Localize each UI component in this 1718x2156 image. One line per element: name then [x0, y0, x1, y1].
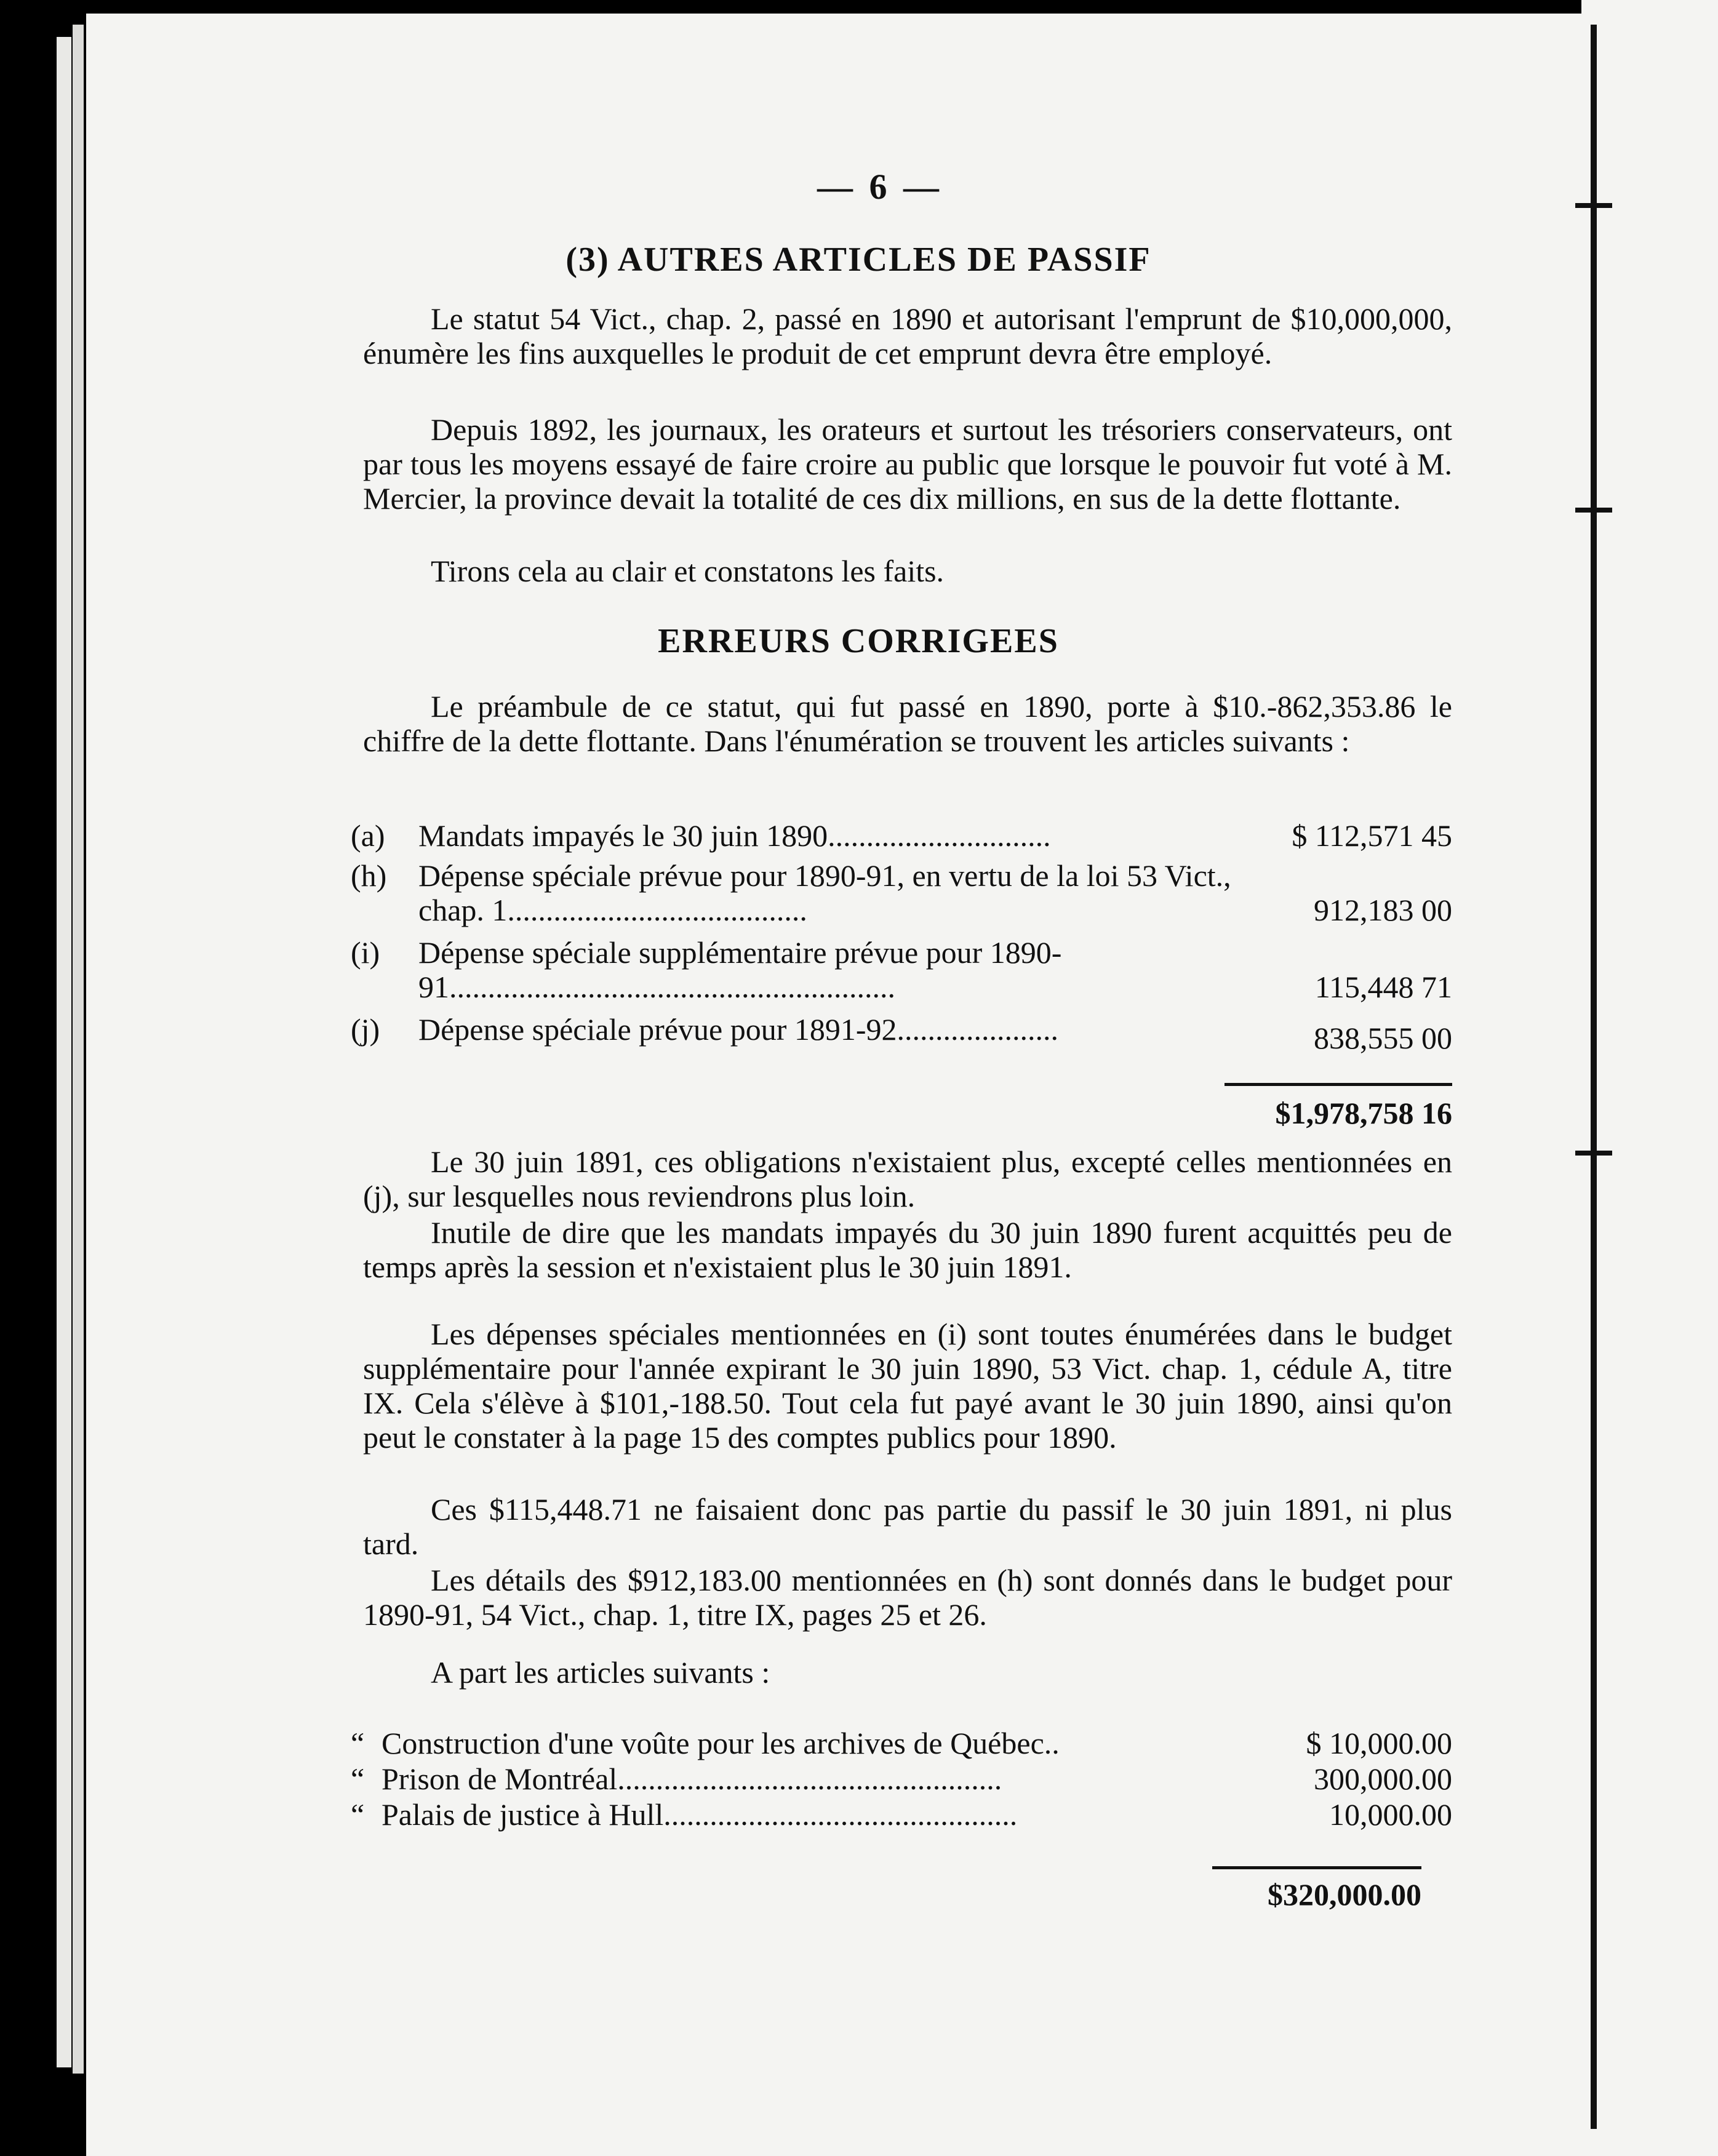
paragraph: Inutile de dire que les mandats impayés du 30 juin 1890 furent acquittés peu de temps après la session et n'existaient plus le 30 juin 1891.: [363, 1215, 1452, 1284]
binding-stitch: [1575, 508, 1612, 513]
under-sheet-edge-2: [73, 25, 84, 2074]
item-label: (j): [351, 1012, 380, 1047]
paragraph: Depuis 1892, les journaux, les orateurs et surtout les trésoriers conservateurs, ont par tous les moyens essayé de faire croire au public que lorsque le pouvoir fut voté à M. Mercier, la province devait la totalité de ces dix millions, en sus de la dette flottante.: [363, 412, 1452, 516]
paragraph: Le 30 juin 1891, ces obligations n'existaient plus, excepté celles mentionnées en (j), sur lesquelles nous reviendrons plus loin.: [363, 1144, 1452, 1213]
sum-rule: [1212, 1866, 1421, 1869]
item-amount: 912,183 00: [1314, 893, 1452, 927]
item-amount: $ 112,571 45: [1292, 818, 1452, 853]
binding-strip: [1581, 0, 1718, 2156]
paragraph: Le préambule de ce statut, qui fut passé en 1890, porte à $10.-862,353.86 le chiffre de la dette flottante. Dans l'énumération se trouvent les articles suivants :: [363, 689, 1452, 758]
item-amount: 10,000.00: [1329, 1797, 1452, 1832]
item-label: (a): [351, 818, 385, 853]
binding-stitch: [1575, 1151, 1612, 1156]
list-item: [351, 935, 1452, 1004]
binding-line: [1591, 25, 1597, 2129]
item-label: “: [351, 1726, 365, 1760]
paragraph: Tirons cela au clair et constatons les faits.: [431, 554, 945, 588]
paragraph: Ces $115,448.71 ne faisaient donc pas partie du passif le 30 juin 1891, ni plus tard.: [363, 1492, 1452, 1561]
paragraph: Les dépenses spéciales mentionnées en (i) sont toutes énumérées dans le budget supplémentaire pour l'année expirant le 30 juin 1890, 53 Vict. chap. 1, cédule A, titre IX. Cela s'élève à $101,-188.50. Tout cela fut payé avant le 30 juin 1890, ainsi qu'on peut le constater à la page 15 des comptes publics pour 1890.: [363, 1317, 1452, 1455]
item-text: Dépense spéciale prévue pour 1890-91, en vertu de la loi 53 Vict., chap. 1.......................................: [418, 858, 1231, 927]
list-item: [351, 1797, 1452, 1832]
list-item: [351, 818, 1452, 853]
binding-stitch: [1575, 203, 1612, 208]
paragraph: Le statut 54 Vict., chap. 2, passé en 1890 et autorisant l'emprunt de $10,000,000, énumère les fins auxquelles le produit de cet emprunt devra être employé.: [363, 301, 1452, 370]
total-amount: $1,978,758 16: [1275, 1096, 1452, 1130]
item-text: Palais de justice à Hull..............................................: [382, 1797, 1018, 1832]
total-amount: $320,000.00: [1268, 1877, 1421, 1912]
sum-rule: [1225, 1083, 1452, 1086]
item-label: “: [351, 1762, 365, 1796]
section-title-erreurs-corrigees: ERREURS CORRIGEES: [658, 622, 1059, 660]
paragraph: A part les articles suivants :: [431, 1655, 770, 1690]
item-text: Mandats impayés le 30 juin 1890.............................: [418, 818, 1051, 853]
item-text: Construction d'une voûte pour les archives de Québec..: [382, 1726, 1060, 1760]
list-item: [351, 1762, 1452, 1796]
item-label: (i): [351, 935, 380, 970]
paragraph: Les détails des $912,183.00 mentionnées en (h) sont donnés dans le budget pour 1890-91, 54 Vict., chap. 1, titre IX, pages 25 et 26.: [363, 1563, 1452, 1632]
section-title-autres-articles: (3) AUTRES ARTICLES DE PASSIF: [565, 241, 1151, 279]
item-text: Dépense spéciale supplémentaire prévue pour 1890-91..........................................................: [418, 935, 1062, 1004]
item-label: (h): [351, 858, 387, 893]
page-number: — 6 —: [817, 167, 943, 207]
item-amount: 300,000.00: [1314, 1762, 1452, 1796]
item-amount: $ 10,000.00: [1306, 1726, 1452, 1760]
item-amount: 115,448 71: [1314, 970, 1452, 1004]
item-text: Prison de Montréal..................................................: [382, 1762, 1002, 1796]
item-amount: 838,555 00: [1314, 1021, 1452, 1055]
under-sheet-edge: [57, 37, 71, 2067]
list-item: [351, 1012, 1452, 1055]
item-text: Dépense spéciale prévue pour 1891-92.....................: [418, 1012, 1058, 1047]
list-item: [351, 1726, 1452, 1760]
list-item: [351, 858, 1452, 927]
item-label: “: [351, 1797, 365, 1832]
